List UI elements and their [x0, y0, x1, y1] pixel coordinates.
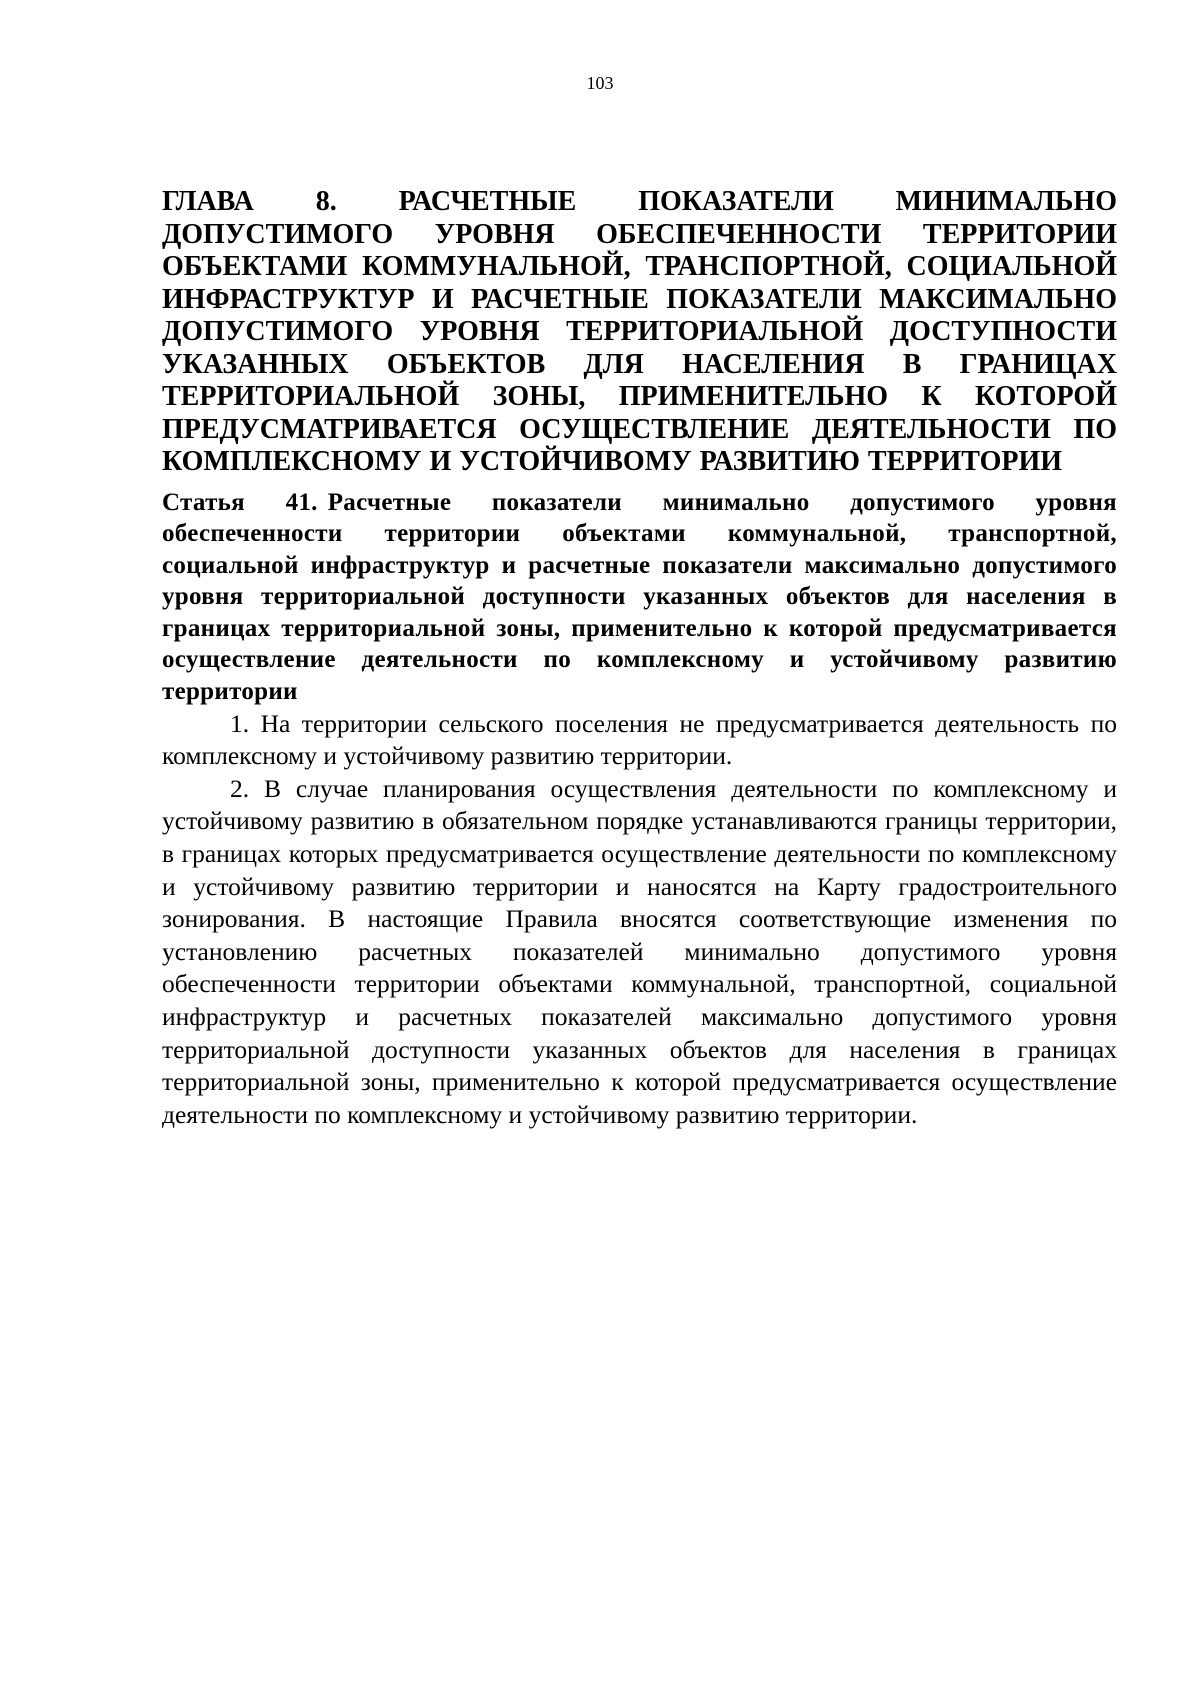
- paragraph-1: 1. На территории сельского поселения не предусматривается деятельность по комплексному и устойчивому развитию территории.: [162, 708, 1117, 771]
- document-body: [162, 186, 1117, 1131]
- article-heading: [162, 487, 1117, 708]
- paragraph-2: 2. В случае планирования осуществления деятельности по комплексному и устойчивому развитию в обязательном порядке устанавливаются границы территории, в границах которых предусматривается осуществление деятельности по комплексному и устойчивому развитию территории и наносятся на Карту градостроительного зонирования. В настоящие Правила вносятся соответствующие изменения по установлению расчетных показателей минимально допустимого уровня обеспеченности территории объектами коммунальной, транспортной, социальной инфраструктур и расчетных показателей максимально допустимого уровня территориальной доступности указанных объектов для населения в границах территориальной зоны, применительно к которой предусматривается осуществление деятельности по комплексному и устойчивому развитию территории.: [162, 773, 1117, 1129]
- chapter-title: ГЛАВА 8. РАСЧЕТНЫЕ ПОКАЗАТЕЛИ МИНИМАЛЬНО ДОПУСТИМОГО УРОВНЯ ОБЕСПЕЧЕННОСТИ ТЕРРИТОРИИ ОБЪЕКТАМИ КОММУНАЛЬНОЙ, ТРАНСПОРТНОЙ, СОЦИАЛЬНОЙ ИНФРАСТРУКТУР И РАСЧЕТНЫЕ ПОКАЗАТЕЛИ МАКСИМАЛЬНО ДОПУСТИМОГО УРОВНЯ ТЕРРИТОРИАЛЬНОЙ ДОСТУПНОСТИ УКАЗАННЫХ ОБЪЕКТОВ ДЛЯ НАСЕЛЕНИЯ В ГРАНИЦАХ ТЕРРИТОРИАЛЬНОЙ ЗОНЫ, ПРИМЕНИТЕЛЬНО К КОТОРОЙ ПРЕДУСМАТРИВАЕТСЯ ОСУЩЕСТВЛЕНИЕ ДЕЯТЕЛЬНОСТИ ПО КОМПЛЕКСНОМУ И УСТОЙЧИВОМУ РАЗВИТИЮ ТЕРРИТОРИИ: [162, 186, 1117, 477]
- page-number: 103: [586, 73, 614, 93]
- article-label: Статья 41.: [162, 488, 318, 516]
- article-title: Расчетные показатели минимально допустимого уровня обеспеченности территории объектами коммунальной, транспортной, социальной инфраструктур и расчетные показатели максимально допустимого уровня территориальной доступности указанных объектов для населения в границах территориальной зоны, применительно к которой предусматривается осуществление деятельности по комплексному и устойчивому развитию территории: [162, 488, 1117, 706]
